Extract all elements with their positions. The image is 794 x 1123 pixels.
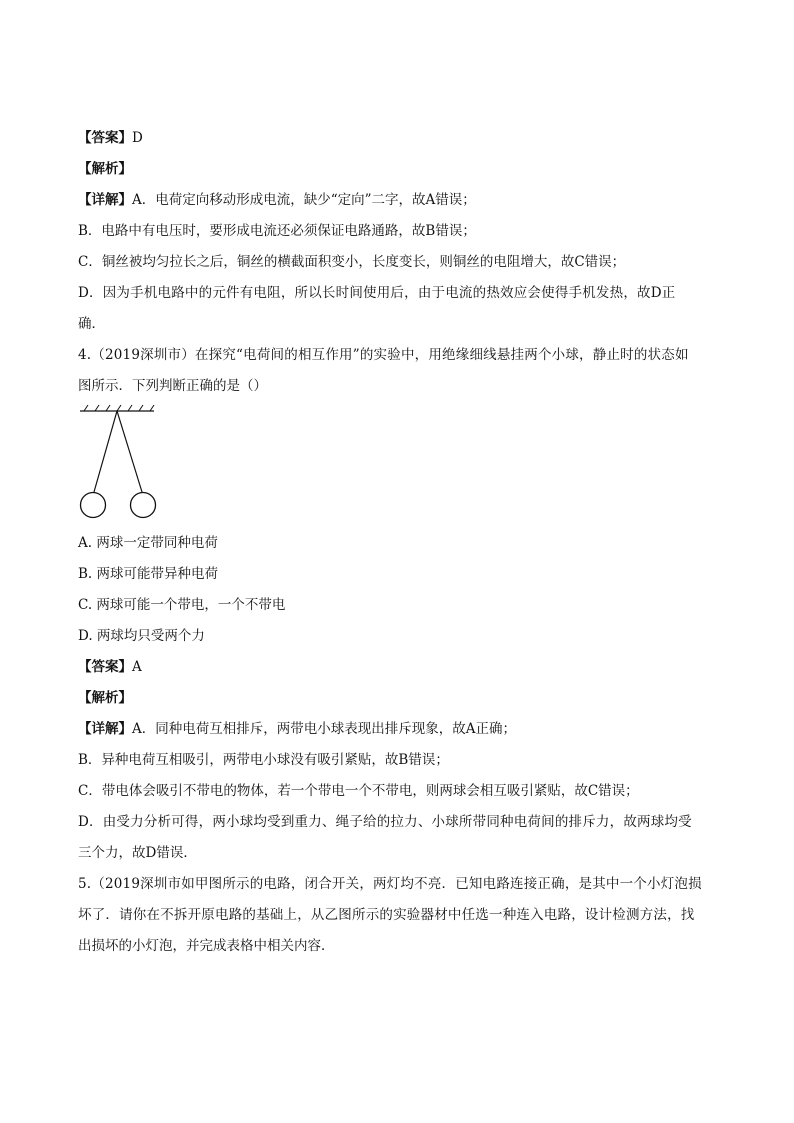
answer-tag: 【答案】 — [78, 130, 132, 146]
thread-right — [117, 411, 142, 492]
q4-detail-line-1 — [78, 719, 516, 739]
q4-option-d: D. 两球均只受两个力 — [78, 628, 205, 644]
q5-stem-line-1: 5.（2019深圳市如甲图所示的电路，闭合开关，两灯均不亮．已知电路连接正确，是其中一个小灯泡损 — [78, 876, 702, 892]
q4-stem-line-2: 图所示．下列判断正确的是（） — [78, 378, 267, 394]
ceiling-hatch — [84, 405, 154, 411]
prev-detail-line-5: 确． — [78, 316, 105, 332]
q4-option-b: B. 两球可能带异种电荷 — [78, 566, 219, 582]
q5-stem-line-2: 坏了．请你在不拆开原电路的基础上，从乙图所示的实验器材中任选一种连入电路，设计检测方法，找 — [78, 907, 695, 923]
q4-stem-line-1: 4.（2019深圳市）在探究“电荷间的相互作用”的实验中，用绝缘细线悬挂两个小球，静止时的状态如 — [78, 347, 689, 363]
prev-detail-line-2: B．电路中有电压时，要形成电流还必须保证电路通路，故B错误； — [78, 223, 476, 239]
prev-answer-line — [78, 128, 143, 148]
detail-tag: 【详解】 — [78, 721, 132, 737]
prev-detail-line-4: D．因为手机电路中的元件有电阻，所以长时间使用后，由于电流的热效应会使得手机发热，故D正 — [78, 285, 676, 301]
prev-detail-line-3: C．铜丝被均匀拉长之后，铜丝的横截面积变小，长度变长，则铜丝的电阻增大，故C错误； — [78, 254, 626, 270]
q4-answer-line — [78, 657, 142, 677]
q4-detail-line-4: D．由受力分析可得，两小球均受到重力、绳子给的拉力、小球所带同种电荷间的排斥力，故两球均受 — [78, 814, 692, 830]
analysis-tag: 【解析】 — [78, 690, 132, 706]
q4-detail-line-5: 三个力，故D错误． — [78, 845, 197, 861]
q4-detail-line-2: B．异种电荷互相吸引，两带电小球没有吸引紧贴，故B错误； — [78, 752, 449, 768]
answer-value: A — [132, 659, 142, 675]
ball-left — [81, 493, 106, 518]
pendulum-figure — [76, 404, 176, 524]
detail-text: A．电荷定向移动形成电流，缺少“定向”二字，故A错误； — [132, 192, 476, 208]
q4-detail-line-3: C．带电体会吸引不带电的物体，若一个带电一个不带电，则两球会相互吸引紧贴，故C错误； — [78, 783, 639, 799]
analysis-tag: 【解析】 — [78, 161, 132, 177]
thread-left — [94, 411, 117, 492]
detail-text: A．同种电荷互相排斥，两带电小球表现出排斥现象，故A正确； — [132, 721, 516, 737]
answer-tag: 【答案】 — [78, 659, 132, 675]
detail-tag: 【详解】 — [78, 192, 132, 208]
answer-value: D — [132, 130, 143, 146]
q4-option-a: A. 两球一定带同种电荷 — [78, 535, 218, 551]
prev-detail-line-1 — [78, 190, 476, 210]
ball-right — [131, 493, 156, 518]
q4-option-c: C. 两球可能一个带电，一个不带电 — [78, 597, 286, 613]
q5-stem-line-3: 出损坏的小灯泡，并完成表格中相关内容． — [78, 938, 335, 954]
